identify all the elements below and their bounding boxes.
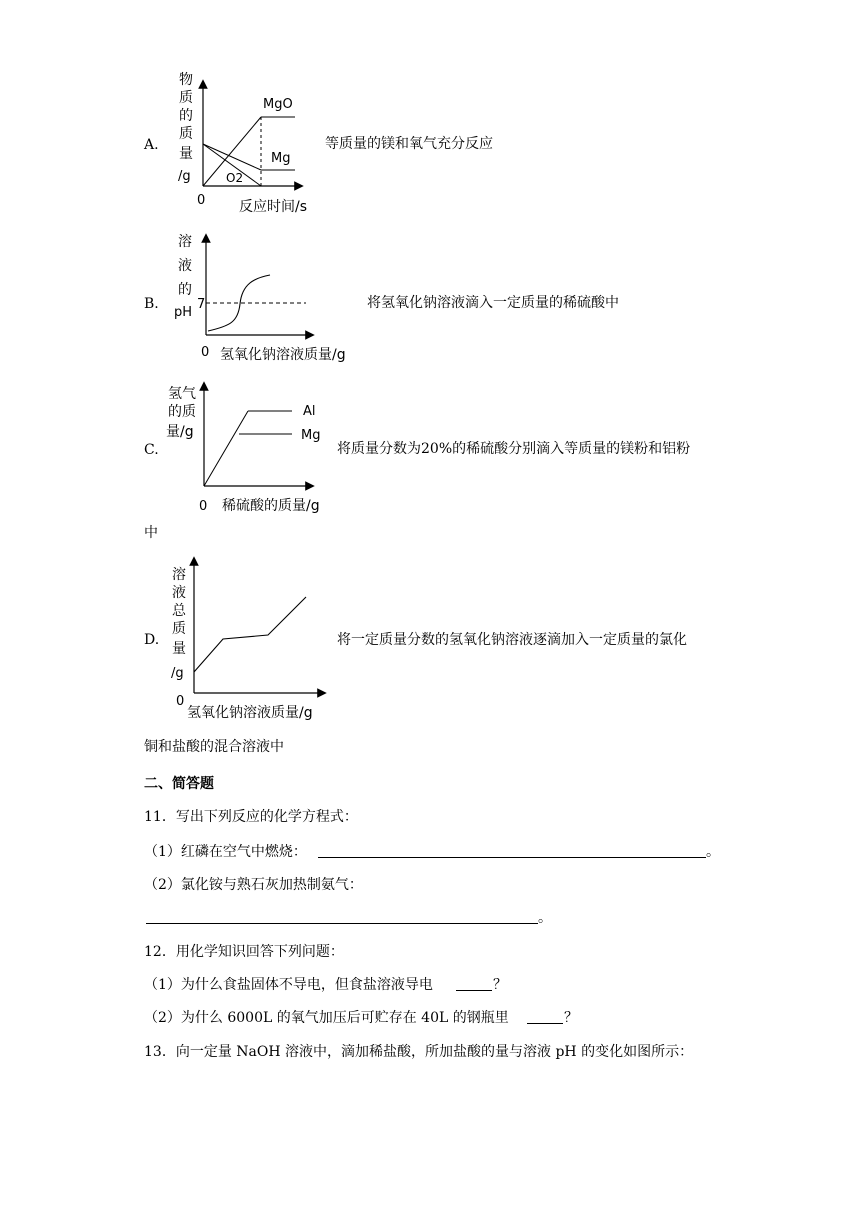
option-b-description: 将氢氧化钠溶液滴入一定质量的稀硫酸中 [367,295,619,311]
option-d-description-line2: 铜和盐酸的混合溶液中 [144,739,284,755]
y-label-char: 溶 [172,567,186,583]
option-b-graph [170,232,365,367]
q11-item2: （2）氯化铵与熟石灰加热制氨气： [144,877,363,893]
option-a-graph [175,70,325,215]
y-label-char: 量 [172,641,186,657]
y-label-char: 质 [179,90,193,106]
mg-label: Mg [271,151,291,166]
option-c-description-line2: 中 [144,525,158,541]
q12-item2-end: ？ [564,1010,578,1026]
q12-item1: （1）为什么食盐固体不导电，但食盐溶液导电 [144,977,433,993]
y-label-char: 的 [179,108,193,124]
y-label-char: 氢气 [168,386,196,402]
y-label-char: 质 [179,126,193,142]
q11-item1-end: 。 [706,844,720,860]
x-axis-label: 氢氧化钠溶液质量/g [187,705,313,721]
q11-item1: （1）红磷在空气中燃烧： [144,844,307,860]
y-label-char: pH [174,305,193,320]
origin-label: 0 [201,345,210,360]
origin-label: 0 [199,499,208,514]
q12-item2-answer-blank[interactable] [527,1023,563,1024]
y-label-char: 物 [179,72,193,88]
y-label-char: 量 [179,146,193,162]
option-d-description-line1: 将一定质量分数的氢氧化钠溶液逐滴加入一定质量的氯化 [337,632,687,648]
option-d-letter: D. [144,632,160,648]
y-label-char: /g [171,666,184,681]
q12-stem: 12．用化学知识回答下列问题： [144,944,344,960]
q12-item1-answer-blank[interactable] [456,990,492,991]
y-label-char: /g [178,169,191,184]
rising-line [204,411,248,486]
x-axis-label: 反应时间/s [239,199,308,215]
q11-item2-end: 。 [538,910,552,926]
mass-curve [194,597,306,672]
q11-item1-answer-blank[interactable] [318,857,706,858]
option-c-graph [160,380,335,520]
y-label-char: 的质 [168,404,196,420]
q12-item2: （2）为什么 6000L 的氧气加压后可贮存在 40L 的钢瓶里 [144,1010,509,1026]
q11-item2-answer-blank[interactable] [146,923,538,924]
option-a-description: 等质量的镁和氧气充分反应 [325,136,493,152]
y-label-char: 总 [172,603,186,619]
option-b-letter: B. [144,296,159,312]
y-label-char: 液 [172,585,186,601]
mg-line [203,144,261,170]
y-label-char: 的 [178,282,192,298]
y-label-char: 溶 [178,234,192,250]
x-axis-label: 氢氧化钠溶液质量/g [220,347,346,363]
o2-label: O2 [226,171,244,185]
y-label-char: 液 [178,258,192,274]
q12-item1-end: ？ [493,977,507,993]
q11-stem: 11．写出下列反应的化学方程式： [144,809,358,825]
x-axis-label: 稀硫酸的质量/g [222,498,320,514]
option-c-letter: C. [144,442,159,458]
origin-label: 0 [176,694,185,709]
option-a-letter: A. [144,137,159,153]
mgo-label: MgO [263,97,293,112]
ph-curve [208,275,270,331]
y-label-char: 量/g [166,424,194,440]
origin-label: 0 [197,193,206,208]
section-title: 二、简答题 [144,776,214,792]
mg-label: Mg [301,428,321,443]
y-label-char: 质 [172,621,186,637]
option-d-graph [162,555,337,725]
al-label: Al [303,404,316,419]
tick-7: 7 [197,297,206,312]
option-c-description-line1: 将质量分数为20%的稀硫酸分别滴入等质量的镁粉和铝粉 [337,441,691,457]
q13-stem: 13．向一定量 NaOH 溶液中，滴加稀盐酸，所加盐酸的量与溶液 pH 的变化如图所示： [144,1044,694,1060]
